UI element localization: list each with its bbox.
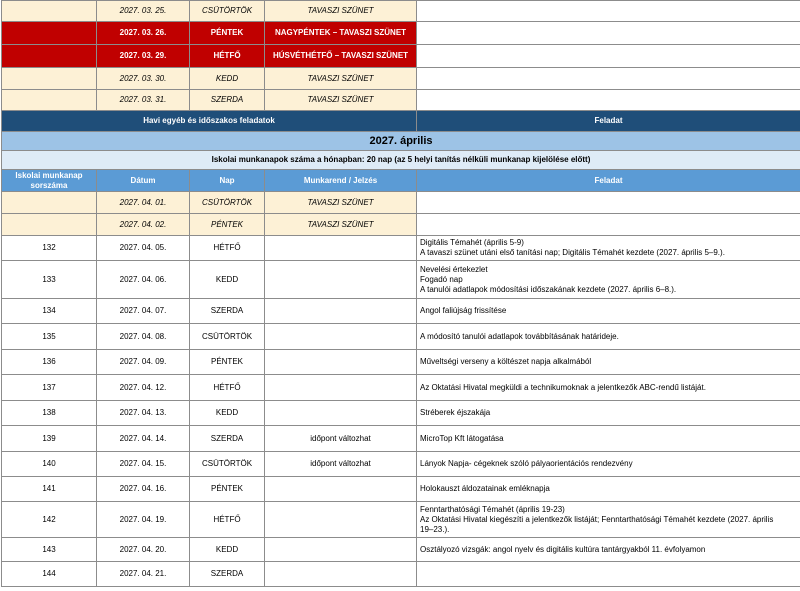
cell-day: KEDD <box>190 68 265 90</box>
table-row <box>2 192 800 214</box>
cell-day: KEDD <box>190 261 265 299</box>
cell-mode <box>265 375 417 401</box>
task-line: Lányok Napja- cégeknek szóló pályaorientációs rendezvény <box>420 459 633 468</box>
task-line: A módosító tanulói adatlapok továbbításának határideje. <box>420 331 619 341</box>
task-line: Holokauszt áldozatainak emléknapja <box>420 484 550 493</box>
cell-date: 2027. 04. 14. <box>97 426 190 452</box>
cell-mode <box>265 538 417 562</box>
task-line: Fenntarthatósági Témahét (április 19-23) <box>420 504 565 514</box>
cell-day: PÉNTEK <box>190 477 265 502</box>
workday-info: Iskolai munkanapok száma a hónapban: 20 nap (az 5 helyi tanítás nélküli munkanap kijelölése előtt) <box>2 151 800 170</box>
cell-num: 133 <box>2 261 97 299</box>
table-row <box>2 375 800 401</box>
cell-mode <box>265 401 417 426</box>
cell-mode: TAVASZI SZÜNET <box>265 192 417 214</box>
cell-date: 2027. 03. 29. <box>97 45 190 68</box>
cell-date: 2027. 04. 20. <box>97 538 190 562</box>
table-row <box>2 214 800 236</box>
cell-num <box>2 1 97 22</box>
cell-num: 138 <box>2 401 97 426</box>
task-line: MicroTop Kft látogatása <box>420 433 504 443</box>
cell-date: 2027. 04. 13. <box>97 401 190 426</box>
cell-num <box>2 68 97 90</box>
task-line: Stréberek éjszakája <box>420 408 491 417</box>
table-row <box>2 401 800 426</box>
table-row <box>2 90 800 111</box>
cell-task <box>417 214 800 236</box>
school-calendar-table <box>1 0 800 587</box>
cell-day: HÉTFŐ <box>190 375 265 401</box>
cell-day: PÉNTEK <box>190 22 265 45</box>
april-header <box>2 111 800 192</box>
table-row <box>2 502 800 538</box>
table-row <box>2 350 800 375</box>
cell-date: 2027. 04. 06. <box>97 261 190 299</box>
header-task: Feladat <box>417 170 800 192</box>
cell-num: 142 <box>2 502 97 538</box>
workday-info-row <box>2 151 800 170</box>
cell-date: 2027. 03. 25. <box>97 1 190 22</box>
cell-day: HÉTFŐ <box>190 45 265 68</box>
cell-mode: NAGYPÉNTEK – TAVASZI SZÜNET <box>265 22 417 45</box>
table-row <box>2 562 800 587</box>
cell-day: CSÜTÖRTÖK <box>190 324 265 350</box>
cell-day: CSÜTÖRTÖK <box>190 192 265 214</box>
cell-day: SZERDA <box>190 562 265 587</box>
task-line: Az Oktatási Hivatal megküldi a technikumoknak a jelentkezők ABC-rendű listáját. <box>420 382 706 392</box>
table-row <box>2 1 800 22</box>
cell-date: 2027. 04. 07. <box>97 299 190 324</box>
cell-date: 2027. 04. 15. <box>97 452 190 477</box>
cell-mode: TAVASZI SZÜNET <box>265 68 417 90</box>
cell-num: 135 <box>2 324 97 350</box>
cell-mode: HÚSVÉTHÉTFŐ – TAVASZI SZÜNET <box>265 45 417 68</box>
cell-date: 2027. 03. 31. <box>97 90 190 111</box>
table-row <box>2 426 800 452</box>
cell-num: 140 <box>2 452 97 477</box>
table-row <box>2 452 800 477</box>
task-line: A tavaszi szünet utáni első tanítási nap; Digitális Témahét kezdete (2027. április 5–9.). <box>420 248 725 257</box>
table-row <box>2 236 800 261</box>
table-row <box>2 299 800 324</box>
cell-date: 2027. 04. 21. <box>97 562 190 587</box>
table-row <box>2 538 800 562</box>
cell-date: 2027. 04. 01. <box>97 192 190 214</box>
cell-num: 132 <box>2 236 97 261</box>
cell-task <box>417 375 800 401</box>
section-right-label: Feladat <box>417 111 800 132</box>
cell-task <box>417 45 800 68</box>
cell-num <box>2 22 97 45</box>
cell-mode <box>265 502 417 538</box>
cell-mode: időpont változhat <box>265 452 417 477</box>
cell-mode: TAVASZI SZÜNET <box>265 214 417 236</box>
cell-mode <box>265 477 417 502</box>
april-rows <box>2 192 800 587</box>
task-line: Műveltségi verseny a költészet napja alkalmából <box>420 357 592 366</box>
table-row <box>2 68 800 90</box>
cell-day: PÉNTEK <box>190 214 265 236</box>
task-line: A tanulói adatlapok módosítási időszakának kezdete (2027. április 6–8.). <box>420 284 677 294</box>
cell-task <box>417 538 800 562</box>
cell-task <box>417 502 800 538</box>
march-rows <box>2 1 800 111</box>
cell-date: 2027. 04. 12. <box>97 375 190 401</box>
cell-task <box>417 261 800 299</box>
cell-num: 141 <box>2 477 97 502</box>
cell-num: 144 <box>2 562 97 587</box>
cell-date: 2027. 04. 16. <box>97 477 190 502</box>
cell-task <box>417 477 800 502</box>
cell-date: 2027. 04. 02. <box>97 214 190 236</box>
cell-num: 136 <box>2 350 97 375</box>
header-num: Iskolai munkanap sorszáma <box>2 170 97 192</box>
cell-day: HÉTFŐ <box>190 502 265 538</box>
cell-day: PÉNTEK <box>190 350 265 375</box>
section-left-label: Havi egyéb és időszakos feladatok <box>2 111 417 132</box>
cell-task <box>417 350 800 375</box>
cell-date: 2027. 04. 08. <box>97 324 190 350</box>
cell-date: 2027. 04. 19. <box>97 502 190 538</box>
cell-task <box>417 22 800 45</box>
table-row <box>2 477 800 502</box>
cell-day: CSÜTÖRTÖK <box>190 1 265 22</box>
task-line: Angol faliújság frissítése <box>420 306 507 315</box>
cell-mode <box>265 299 417 324</box>
header-mode: Munkarend / Jelzés <box>265 170 417 192</box>
cell-num <box>2 192 97 214</box>
cell-day: SZERDA <box>190 426 265 452</box>
cell-num <box>2 90 97 111</box>
cell-date: 2027. 03. 26. <box>97 22 190 45</box>
table-row <box>2 22 800 45</box>
cell-date: 2027. 03. 30. <box>97 68 190 90</box>
cell-day: CSÜTÖRTÖK <box>190 452 265 477</box>
cell-task <box>417 90 800 111</box>
cell-task <box>417 452 800 477</box>
cell-mode: TAVASZI SZÜNET <box>265 1 417 22</box>
section-header-row <box>2 111 800 132</box>
month-title: 2027. április <box>2 132 800 151</box>
table-row <box>2 261 800 299</box>
cell-num: 143 <box>2 538 97 562</box>
table-row <box>2 45 800 68</box>
task-line: Nevelési értekezlet <box>420 264 488 274</box>
cell-mode: TAVASZI SZÜNET <box>265 90 417 111</box>
column-header-row <box>2 170 800 192</box>
cell-num: 137 <box>2 375 97 401</box>
cell-task <box>417 68 800 90</box>
task-line: Osztályozó vizsgák: angol nyelv és digitális kultúra tantárgyakból 11. évfolyamon <box>420 544 706 554</box>
cell-task <box>417 236 800 261</box>
cell-date: 2027. 04. 05. <box>97 236 190 261</box>
cell-day: HÉTFŐ <box>190 236 265 261</box>
cell-num: 134 <box>2 299 97 324</box>
cell-num <box>2 45 97 68</box>
task-line: Az Oktatási Hivatal kiegészíti a jelentkezők listáját; Fenntarthatósági Témahét kezdete (2027. április <box>420 514 774 524</box>
cell-day: SZERDA <box>190 90 265 111</box>
cell-mode <box>265 350 417 375</box>
cell-task <box>417 426 800 452</box>
cell-task <box>417 562 800 587</box>
task-line: Fogadó nap <box>420 274 463 284</box>
task-line: 19–23.). <box>420 524 450 534</box>
cell-task <box>417 299 800 324</box>
cell-task <box>417 401 800 426</box>
cell-date: 2027. 04. 09. <box>97 350 190 375</box>
cell-mode <box>265 562 417 587</box>
task-line: Digitális Témahét (április 5-9) <box>420 238 524 247</box>
table-row <box>2 324 800 350</box>
header-date: Dátum <box>97 170 190 192</box>
cell-day: SZERDA <box>190 299 265 324</box>
cell-num <box>2 214 97 236</box>
cell-task <box>417 1 800 22</box>
cell-mode <box>265 236 417 261</box>
month-title-row <box>2 132 800 151</box>
cell-day: KEDD <box>190 538 265 562</box>
header-day: Nap <box>190 170 265 192</box>
cell-mode: időpont változhat <box>265 426 417 452</box>
cell-task <box>417 324 800 350</box>
cell-mode <box>265 261 417 299</box>
cell-day: KEDD <box>190 401 265 426</box>
cell-task <box>417 192 800 214</box>
cell-mode <box>265 324 417 350</box>
cell-num: 139 <box>2 426 97 452</box>
